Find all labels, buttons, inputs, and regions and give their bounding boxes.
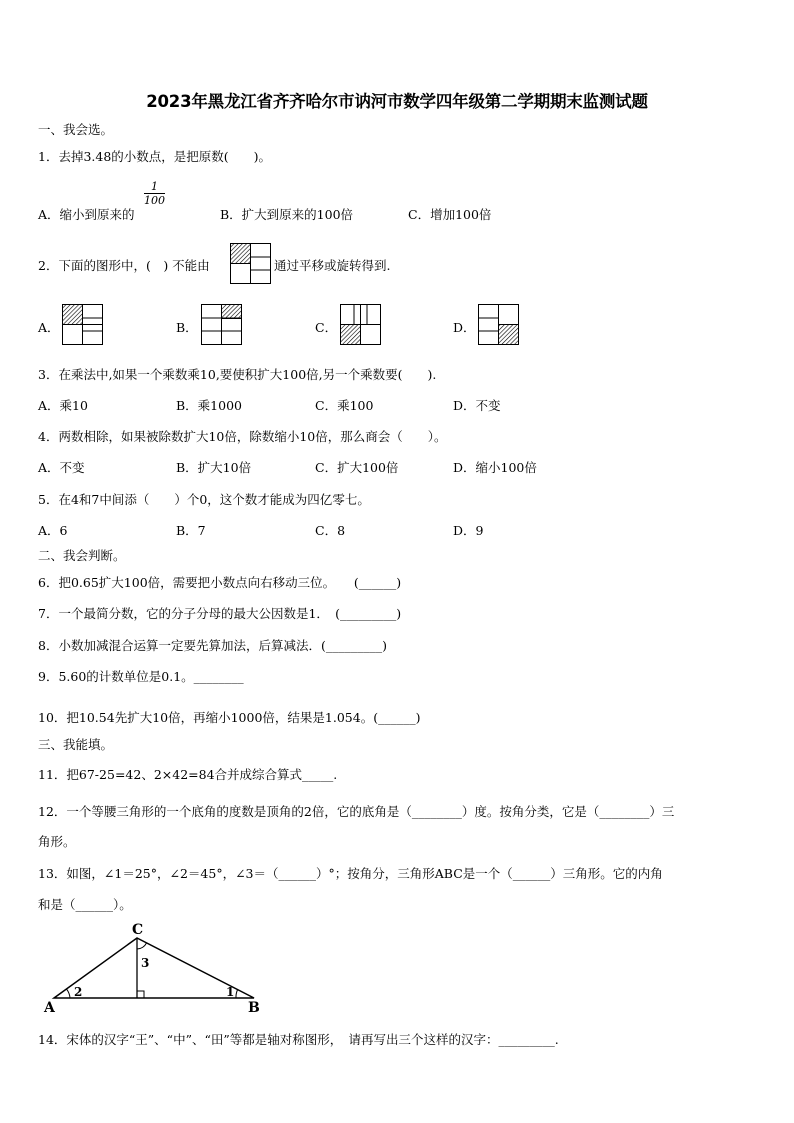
question-3-option-b: B．乘1000	[176, 398, 242, 413]
question-2-stem-end: 通过平移或旋转得到.	[274, 258, 391, 273]
question-2-reference-figure	[230, 243, 271, 284]
question-3-option-a: A．乘10	[38, 398, 88, 413]
question-7: 7．一个最简分数，它的分子分母的最大公因数是1． (_________)	[38, 606, 402, 621]
question-2-option-d: D．	[453, 320, 476, 335]
option-a-figure	[62, 304, 103, 345]
question-4-option-a: A．不变	[38, 460, 85, 475]
question-5-option-a: A．6	[38, 523, 68, 538]
angle-1-label: 1	[226, 985, 235, 999]
question-3-stem: 3．在乘法中,如果一个乘数乘10,要使积扩大100倍,另一个乘数要( ).	[38, 367, 437, 382]
angle-2-label: 2	[74, 985, 83, 999]
question-4-option-d: D．缩小100倍	[453, 460, 537, 475]
question-2-stem-start: 2．下面的图形中，( ) 不能由	[38, 258, 210, 273]
question-4-stem: 4．两数相除，如果被除数扩大10倍，除数缩小10倍，那么商会（ ）。	[38, 429, 447, 444]
fraction-denominator: 100	[144, 194, 165, 207]
question-1-fraction	[144, 180, 165, 207]
question-5-option-c: C．8	[315, 523, 346, 538]
question-1-option-c: C．增加100倍	[408, 207, 492, 222]
vertex-a-label: A	[44, 1000, 55, 1016]
question-2-option-b: B．	[176, 320, 198, 335]
section-heading-fill: 三、我能填。	[38, 737, 114, 752]
question-3-option-d: D．不变	[453, 398, 501, 413]
question-5-stem: 5．在4和7中间添（ ）个0，这个数才能成为四亿零七。	[38, 492, 370, 507]
option-b-figure	[201, 304, 242, 345]
question-8: 8．小数加减混合运算一定要先算加法，后算减法．(_________)	[38, 638, 387, 653]
section-heading-judge: 二、我会判断。	[38, 548, 126, 563]
question-12-line-2: 角形。	[38, 834, 76, 849]
question-4-option-c: C．扩大100倍	[315, 460, 399, 475]
fraction-numerator: 1	[144, 180, 165, 194]
question-10: 10．把10.54先扩大10倍，再缩小1000倍，结果是1.054。(______)	[38, 710, 421, 725]
angle-3-label: 3	[141, 956, 150, 970]
question-4-option-b: B．扩大10倍	[176, 460, 252, 475]
question-5-option-d: D．9	[453, 523, 484, 538]
question-1-option-a: A．缩小到原来的	[38, 207, 135, 222]
question-12-line-1: 12．一个等腰三角形的一个底角的度数是顶角的2倍，它的底角是（________）度。按角分类，它是（________）三	[38, 804, 675, 819]
question-6: 6．把0.65扩大100倍，需要把小数点向右移动三位。 (______)	[38, 575, 402, 590]
option-d-figure	[478, 304, 519, 345]
page-title: 2023年黑龙江省齐齐哈尔市讷河市数学四年级第二学期期末监测试题	[146, 92, 648, 111]
vertex-b-label: B	[248, 1000, 260, 1016]
question-9: 9．5.60的计数单位是0.1。________	[38, 669, 244, 684]
vertex-c-label: C	[132, 922, 144, 938]
question-14: 14．宋体的汉字“王”、“中”、“田”等都是轴对称图形， 请再写出三个这样的汉字：_________.	[38, 1032, 559, 1047]
question-13-line-1: 13．如图，∠1＝25°，∠2＝45°，∠3＝（______）°；按角分，三角形ABC是一个（______）三角形。它的内角	[38, 866, 663, 881]
option-c-figure	[340, 304, 381, 345]
triangle-abc-figure	[36, 922, 268, 1018]
question-2-option-c: C．	[315, 320, 338, 335]
question-3-option-c: C．乘100	[315, 398, 374, 413]
question-13-line-2: 和是（______）。	[38, 897, 132, 912]
question-11: 11．把67-25=42、2×42=84合并成综合算式_____.	[38, 767, 338, 782]
question-1-option-b: B．扩大到原来的100倍	[220, 207, 354, 222]
question-1-stem: 1．去掉3.48的小数点，是把原数( )。	[38, 149, 272, 164]
question-2-option-a: A．	[38, 320, 60, 335]
section-heading-choice: 一、我会选。	[38, 122, 114, 137]
question-5-option-b: B．7	[176, 523, 206, 538]
